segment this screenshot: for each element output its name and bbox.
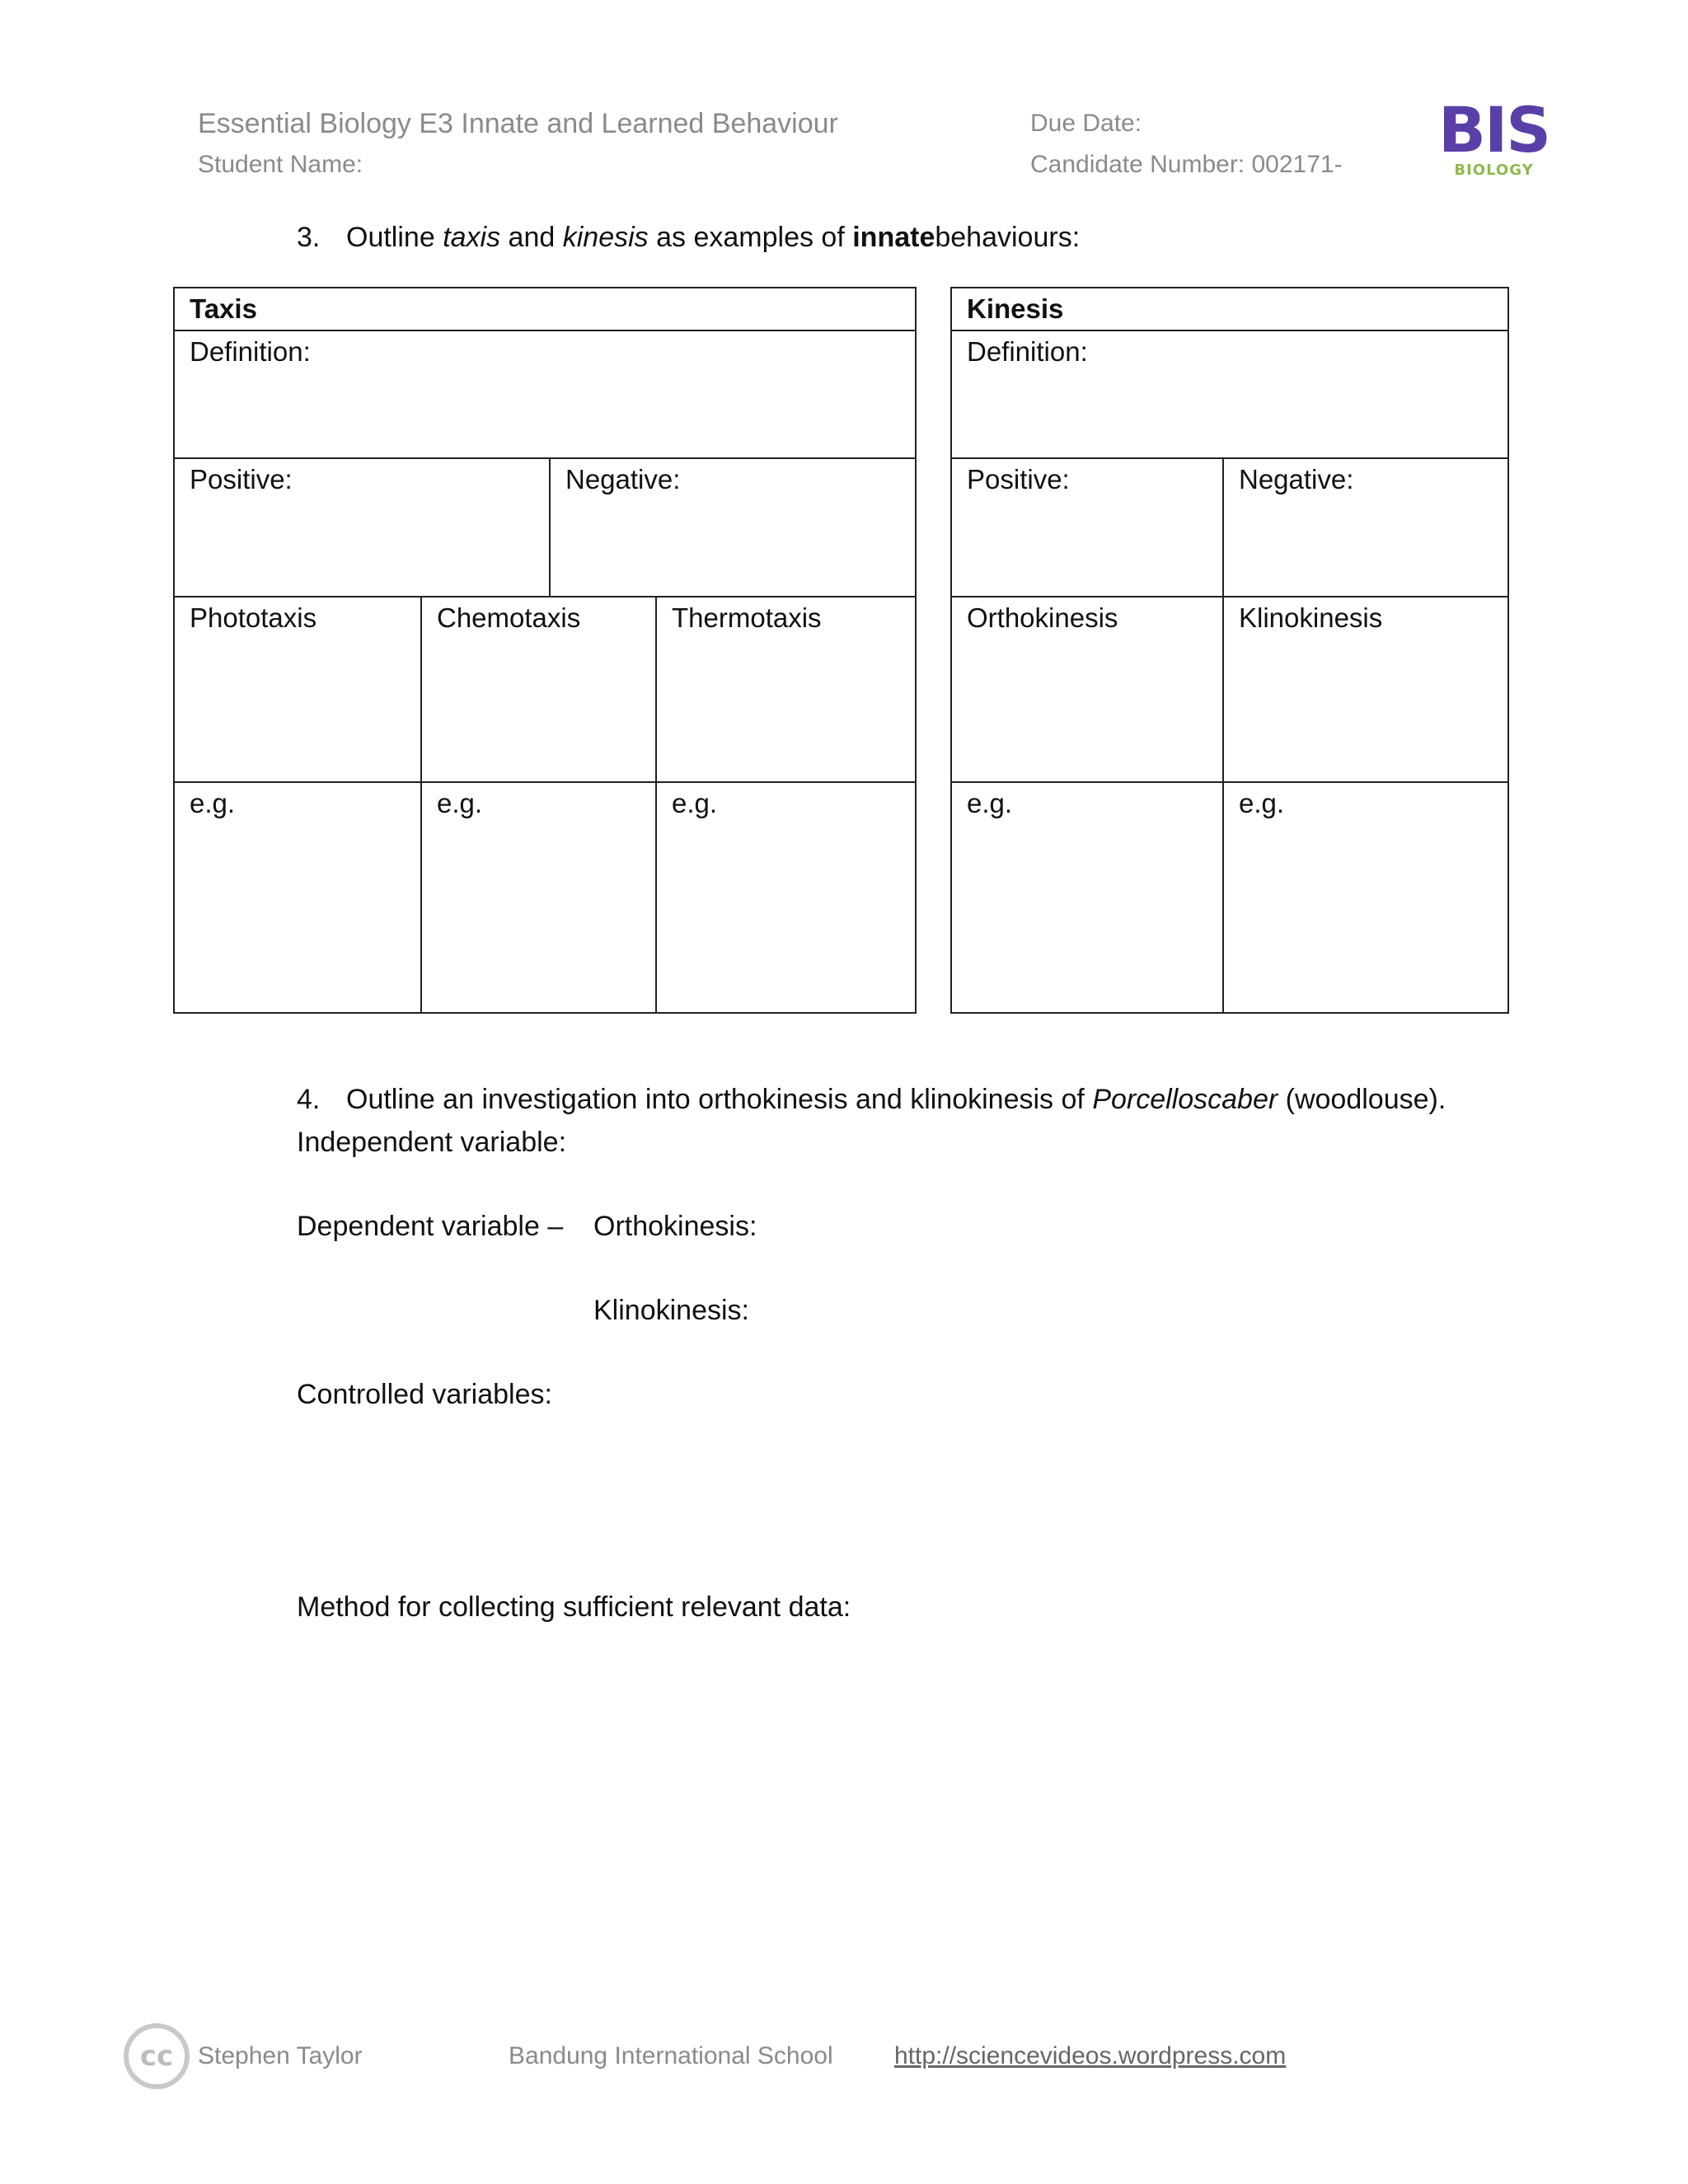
q3-text: behaviours: xyxy=(935,222,1081,253)
q3-text: as examples of xyxy=(648,222,853,253)
logo-sub-text: BIOLOGY xyxy=(1454,162,1534,179)
taxis-type-cell[interactable]: Thermotaxis xyxy=(656,597,916,782)
q3-kinesis-term: kinesis xyxy=(562,222,649,253)
footer-url-link[interactable]: http://sciencevideos.wordpress.com xyxy=(894,2042,1287,2069)
worksheet-title: Essential Biology E3 Innate and Learned Behaviour xyxy=(198,108,838,139)
q3-text: and xyxy=(500,222,563,253)
kinesis-type-cell[interactable]: Klinokinesis xyxy=(1223,597,1508,782)
kinesis-negative-cell[interactable]: Negative: xyxy=(1223,458,1508,597)
method-label: Method for collecting sufficient relevant data: xyxy=(297,1591,851,1623)
taxis-positive-cell[interactable]: Positive: xyxy=(174,458,550,597)
q4-species-name: Porcelloscaber xyxy=(1092,1084,1278,1115)
controlled-variables-label: Controlled variables: xyxy=(297,1379,552,1410)
klinokinesis-label: Klinokinesis: xyxy=(593,1295,749,1326)
taxis-example-cell[interactable]: e.g. xyxy=(174,782,421,1013)
taxis-type-cell[interactable]: Phototaxis xyxy=(174,597,421,782)
footer-author: Stephen Taylor xyxy=(198,2042,363,2069)
q3-text: Outline xyxy=(346,222,443,253)
kinesis-example-cell[interactable]: e.g. xyxy=(951,782,1223,1013)
taxis-example-cell[interactable]: e.g. xyxy=(421,782,656,1013)
q4-text: (woodlouse). xyxy=(1278,1084,1447,1115)
taxis-definition-cell[interactable]: Definition: xyxy=(174,330,916,458)
candidate-number-label: Candidate Number: 002171- xyxy=(1030,151,1343,178)
orthokinesis-label: Orthokinesis: xyxy=(593,1211,757,1242)
bis-biology-logo xyxy=(1438,93,1550,184)
question-number: 3. xyxy=(297,222,321,253)
question-4 xyxy=(297,1083,1446,1116)
creative-commons-icon: cc xyxy=(124,2023,190,2089)
question-3 xyxy=(297,221,1080,254)
student-name-label: Student Name: xyxy=(198,151,363,178)
independent-variable-label: Independent variable: xyxy=(297,1127,567,1158)
q4-text: Outline an investigation into orthokinesis and klinokinesis of xyxy=(346,1084,1093,1115)
kinesis-heading: Kinesis xyxy=(951,288,1508,330)
dependent-variable-label: Dependent variable – xyxy=(297,1211,564,1242)
kinesis-positive-cell[interactable]: Positive: xyxy=(951,458,1223,597)
kinesis-type-cell[interactable]: Orthokinesis xyxy=(951,597,1223,782)
question-number: 4. xyxy=(297,1084,321,1115)
kinesis-table xyxy=(950,287,1509,1014)
kinesis-definition-cell[interactable]: Definition: xyxy=(951,330,1508,458)
taxis-table xyxy=(173,287,917,1014)
footer-school: Bandung International School xyxy=(509,2042,833,2069)
kinesis-example-cell[interactable]: e.g. xyxy=(1223,782,1508,1013)
taxis-negative-cell[interactable]: Negative: xyxy=(550,458,916,597)
taxis-type-cell[interactable]: Chemotaxis xyxy=(421,597,656,782)
q3-taxis-term: taxis xyxy=(443,222,501,253)
taxis-example-cell[interactable]: e.g. xyxy=(656,782,916,1013)
due-date-label: Due Date: xyxy=(1030,110,1142,137)
q3-innate-term: innate xyxy=(852,222,935,253)
taxis-heading: Taxis xyxy=(174,288,916,330)
logo-main-text: BIS xyxy=(1438,93,1550,166)
